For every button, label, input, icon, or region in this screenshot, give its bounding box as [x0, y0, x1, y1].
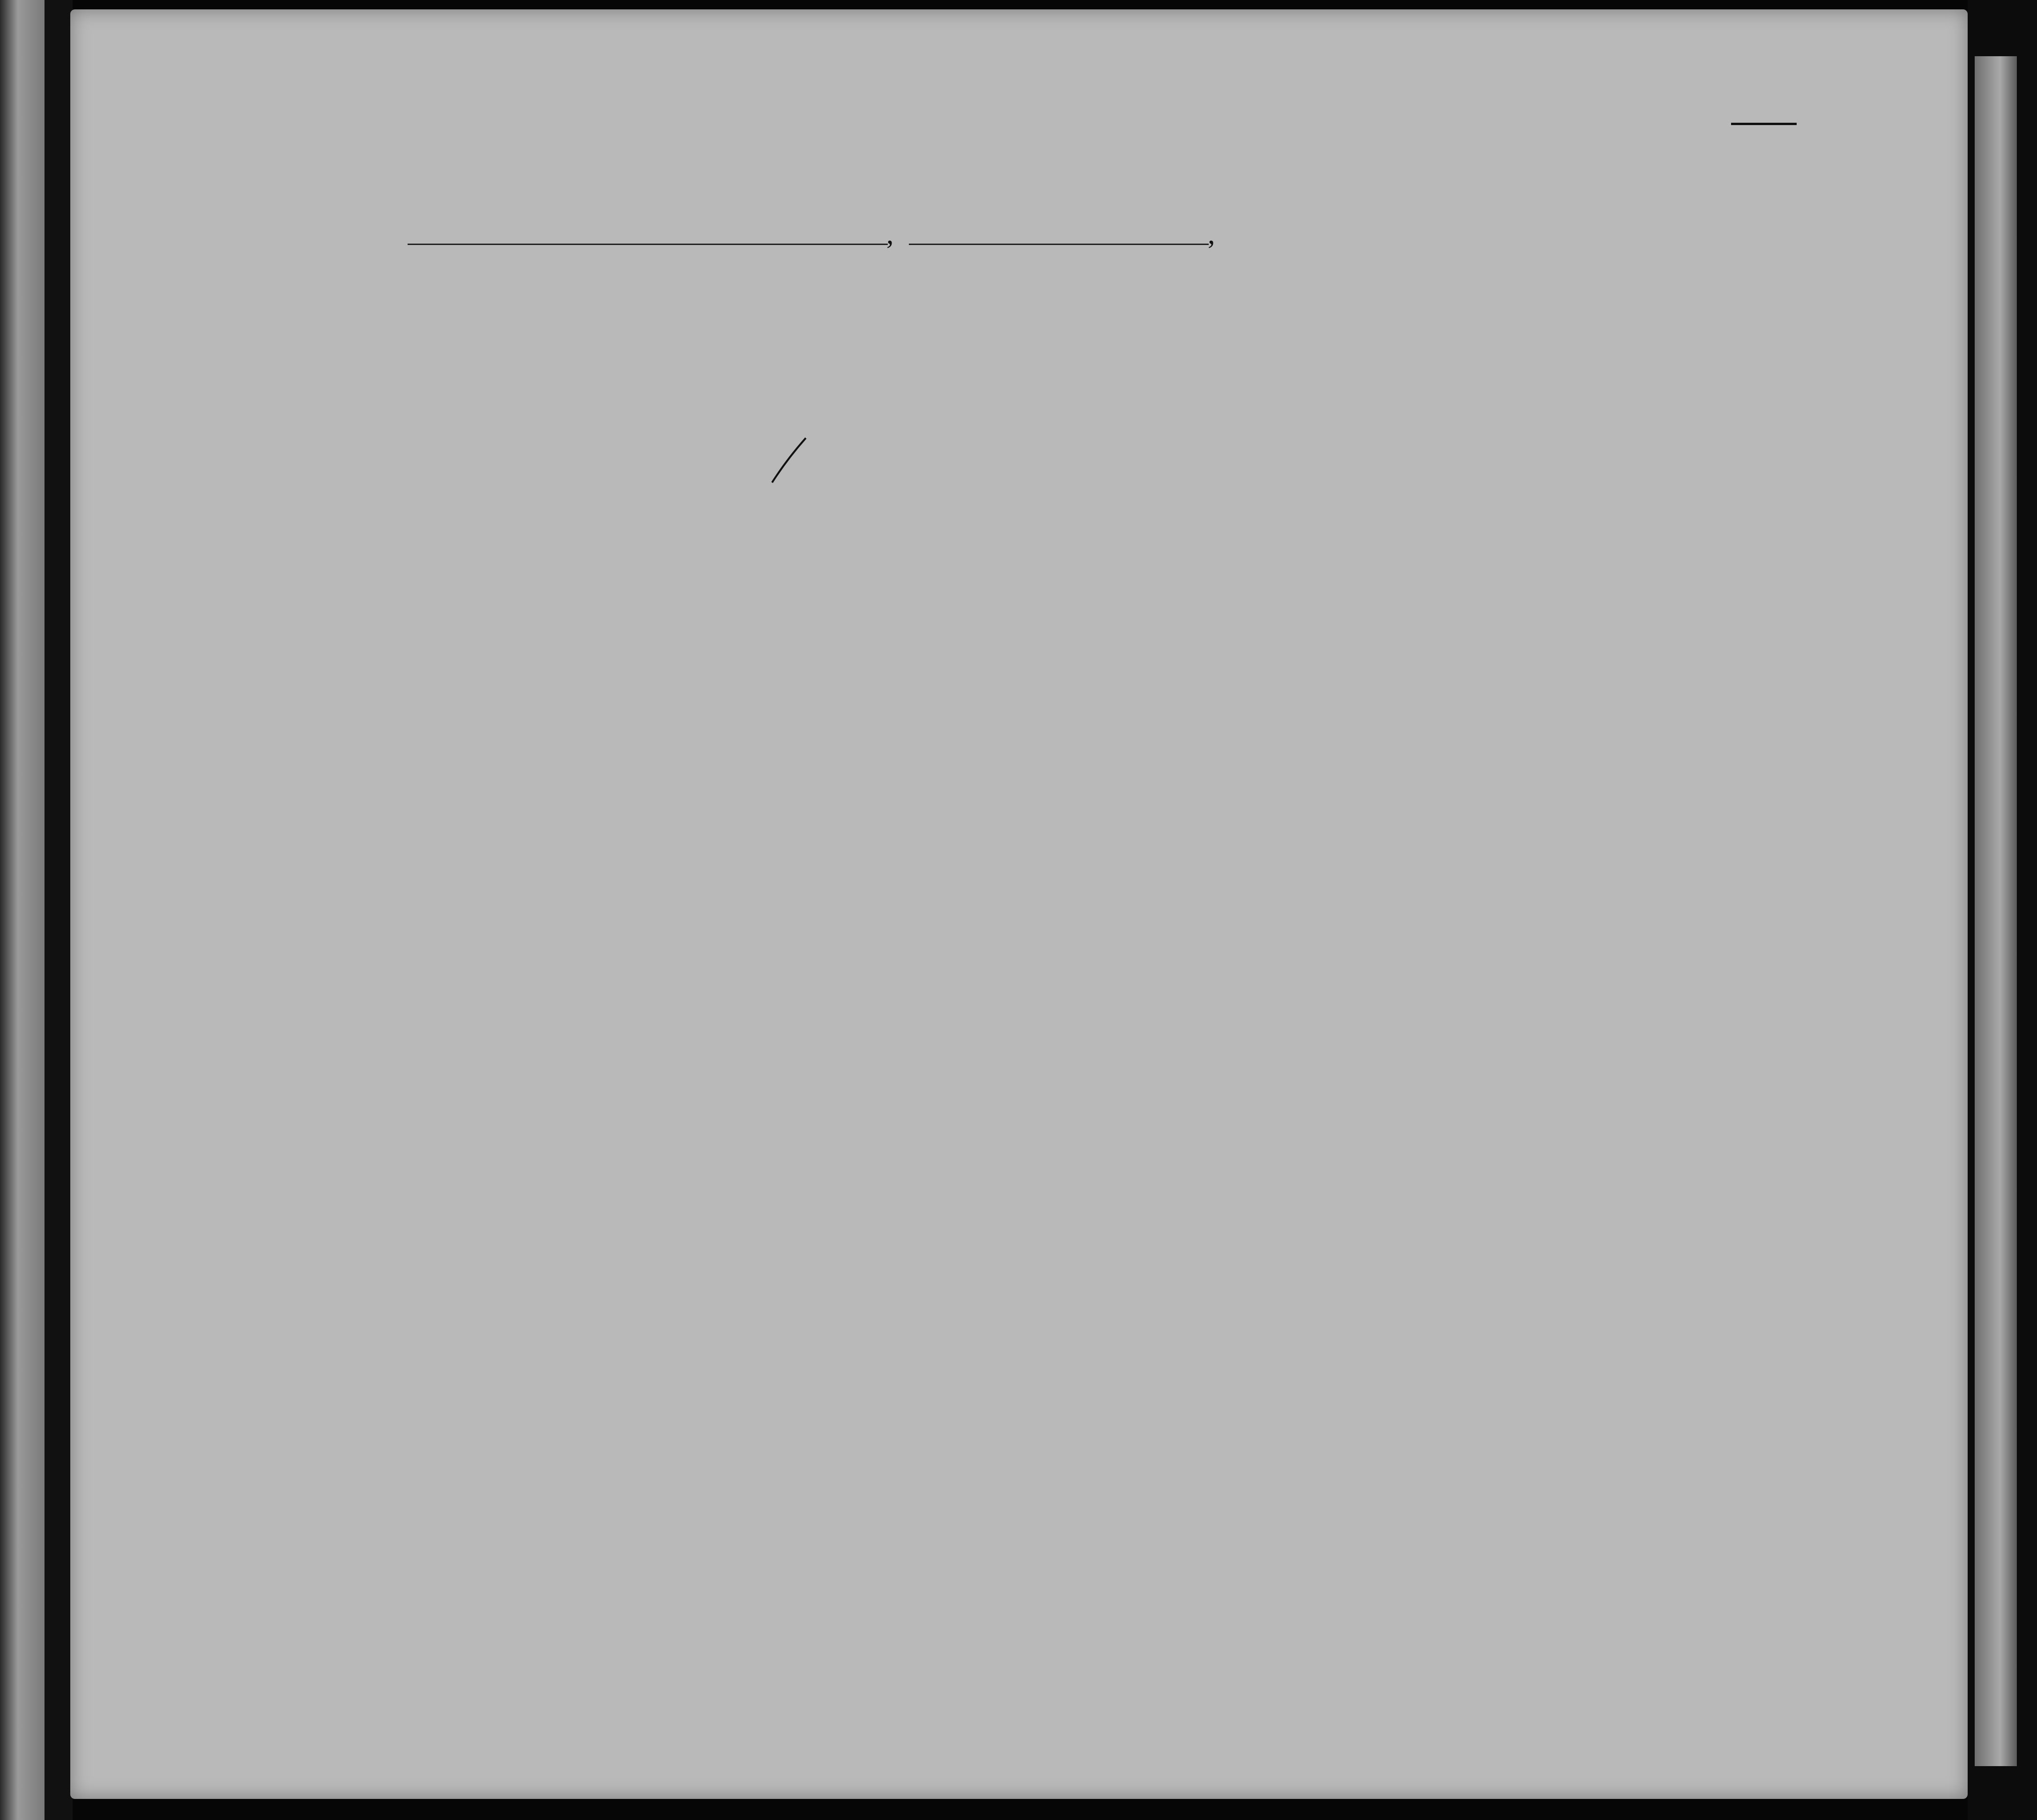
comma: , — [886, 218, 894, 250]
comma: , — [1208, 218, 1215, 250]
handwritten-slash — [768, 436, 810, 487]
